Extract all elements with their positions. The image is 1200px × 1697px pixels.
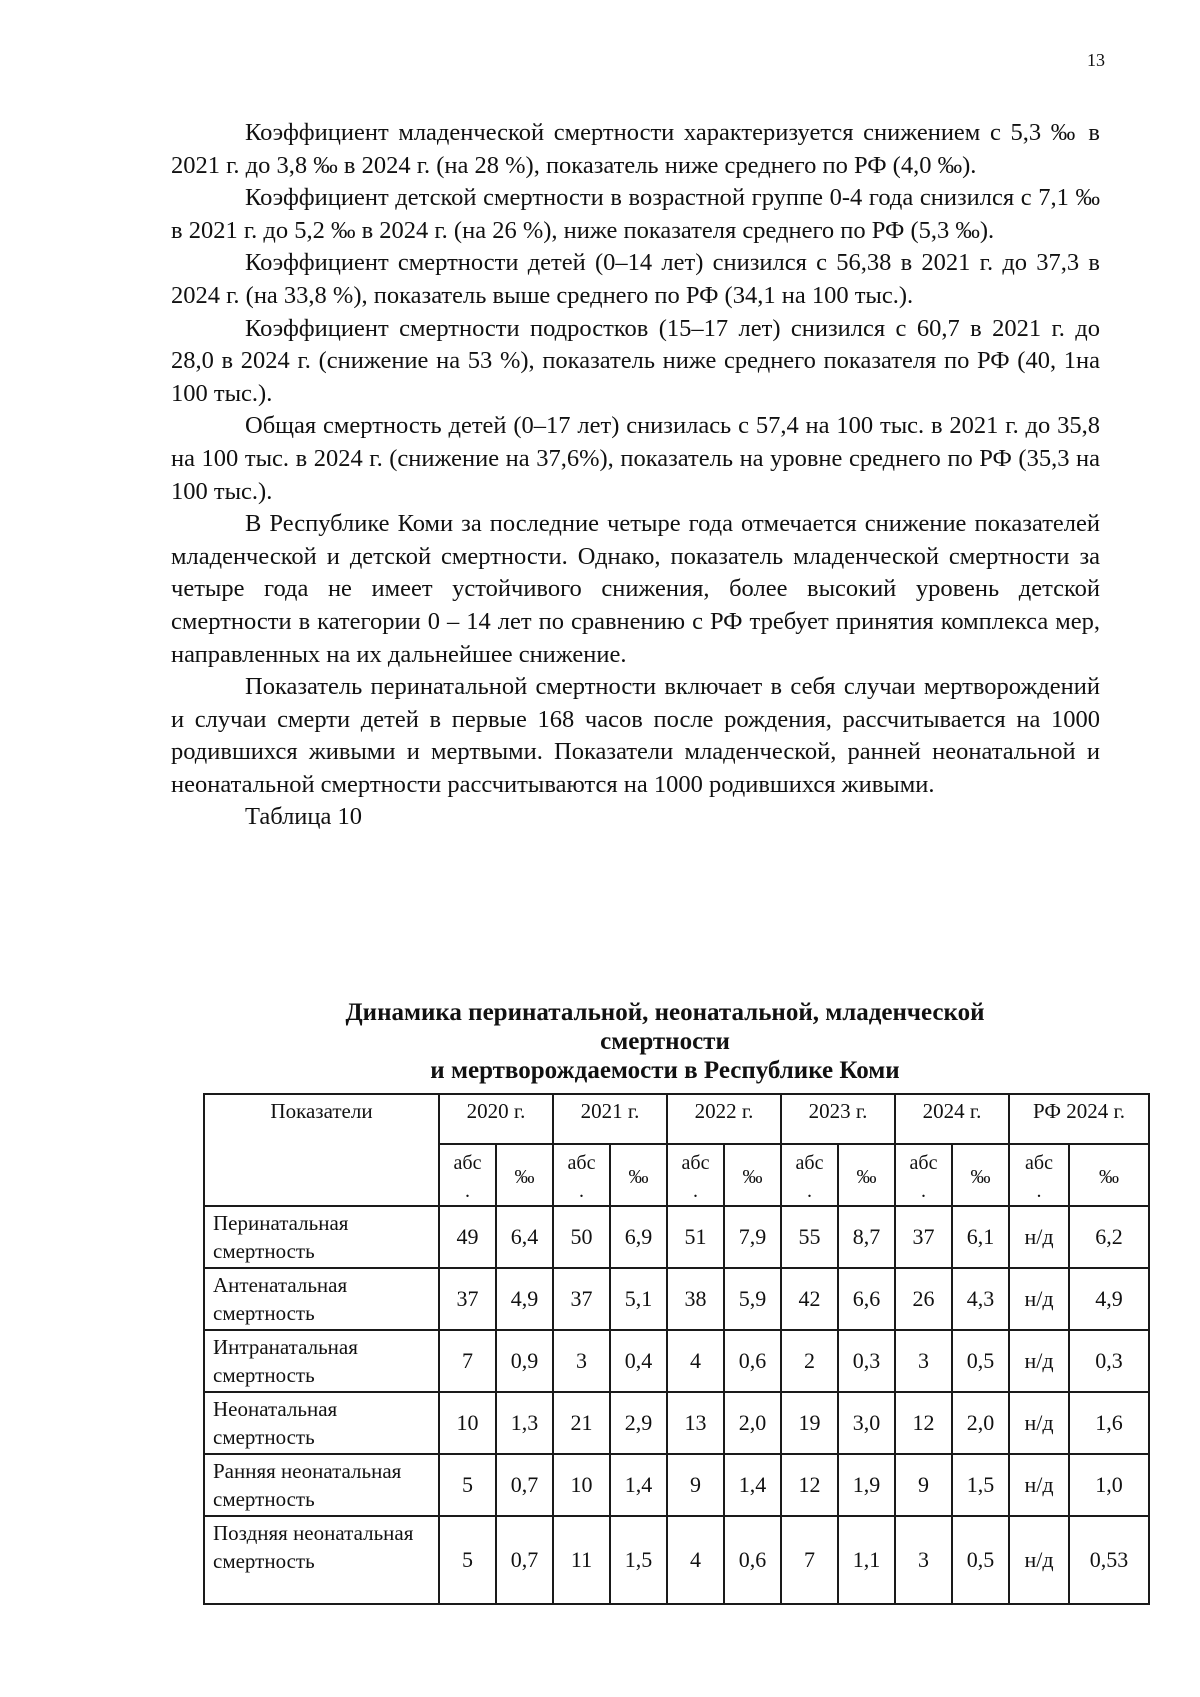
table-subheader-abs: абс .: [553, 1144, 610, 1206]
table-cell-value: 0,3: [838, 1330, 895, 1392]
table-cell-value: 0,6: [724, 1516, 781, 1604]
table-cell-value: 6,9: [610, 1206, 667, 1268]
table-cell-value: 1,6: [1069, 1392, 1149, 1454]
table-cell-value: 9: [895, 1454, 952, 1516]
table-row: [204, 1392, 1149, 1454]
table-header-indicators: Показатели: [204, 1094, 439, 1206]
table-cell-value: 1,0: [1069, 1454, 1149, 1516]
table-header-year: 2023 г.: [781, 1094, 895, 1144]
table-cell-value: 37: [553, 1268, 610, 1330]
table-label: Таблица 10: [245, 803, 363, 831]
table-cell-value: 4,3: [952, 1268, 1009, 1330]
table-cell-indicator: Антенатальная смертность: [204, 1268, 439, 1330]
table-cell-value: 5: [439, 1516, 496, 1604]
table-subheader-abs: абс .: [667, 1144, 724, 1206]
table-cell-value: 5,9: [724, 1268, 781, 1330]
table-cell-value: 0,53: [1069, 1516, 1149, 1604]
table-cell-indicator: Перинатальная смертность: [204, 1206, 439, 1268]
table-cell-value: 0,5: [952, 1516, 1009, 1604]
table-subheader-abs: абс .: [1009, 1144, 1069, 1206]
mortality-table: [203, 1093, 1150, 1605]
table-cell-value: 12: [895, 1392, 952, 1454]
body-text: [171, 117, 1100, 834]
table-header-year: 2021 г.: [553, 1094, 667, 1144]
table-cell-value: н/д: [1009, 1454, 1069, 1516]
table-cell-value: 0,5: [952, 1330, 1009, 1392]
table-cell-value: 7,9: [724, 1206, 781, 1268]
table-cell-value: 50: [553, 1206, 610, 1268]
table-cell-value: 6,1: [952, 1206, 1009, 1268]
table-cell-indicator: Поздняя неонатальная смертность: [204, 1516, 439, 1604]
table-header-year: 2020 г.: [439, 1094, 553, 1144]
table-cell-value: 37: [439, 1268, 496, 1330]
table-cell-value: 37: [895, 1206, 952, 1268]
table-cell-value: 4,9: [1069, 1268, 1149, 1330]
table-cell-value: 0,6: [724, 1330, 781, 1392]
table-cell-value: 6,6: [838, 1268, 895, 1330]
table-cell-value: 3,0: [838, 1392, 895, 1454]
table-row: [204, 1516, 1149, 1604]
table-cell-value: 0,9: [496, 1330, 553, 1392]
table-cell-value: 49: [439, 1206, 496, 1268]
table-row: [204, 1454, 1149, 1516]
table-cell-value: 55: [781, 1206, 838, 1268]
paragraph-infant-mortality: Коэффициент младенческой смертности характеризуется снижением с 5,3 ‰ в 2021 г. до 3,8 ‰ в 2024 г. (на 28 %), показатель ниже среднего по РФ (4,0 ‰).: [171, 119, 1100, 179]
table-cell-value: 0,7: [496, 1454, 553, 1516]
table-cell-value: 3: [895, 1330, 952, 1392]
table-cell-value: 4: [667, 1330, 724, 1392]
table-header-year: 2022 г.: [667, 1094, 781, 1144]
table-cell-indicator: Интранатальная смертность: [204, 1330, 439, 1392]
table-subheader-permille: ‰: [610, 1144, 667, 1206]
table-title-line: и мертворождаемости в Республике Коми: [430, 1057, 900, 1084]
table-cell-value: 2,0: [724, 1392, 781, 1454]
table-cell-value: 1,5: [610, 1516, 667, 1604]
table-cell-value: н/д: [1009, 1206, 1069, 1268]
table-cell-value: н/д: [1009, 1268, 1069, 1330]
table-subheader-permille: ‰: [838, 1144, 895, 1206]
table-cell-value: 1,9: [838, 1454, 895, 1516]
table-cell-value: 21: [553, 1392, 610, 1454]
table-header-year: 2024 г.: [895, 1094, 1009, 1144]
table-subheader-permille: ‰: [724, 1144, 781, 1206]
table-cell-value: 42: [781, 1268, 838, 1330]
paragraph-child-mortality-0-14: Коэффициент смертности детей (0–14 лет) снизился с 56,38 в 2021 г. до 37,3 в 2024 г. (на 33,8 %), показатель выше среднего по РФ (34,1 на 100 тыс.).: [171, 249, 1100, 309]
table-cell-value: 38: [667, 1268, 724, 1330]
table-subheader-abs: абс .: [781, 1144, 838, 1206]
table-title: [190, 998, 1140, 1085]
table-cell-value: 4,9: [496, 1268, 553, 1330]
table-cell-value: 0,7: [496, 1516, 553, 1604]
table-cell-value: 4: [667, 1516, 724, 1604]
table-cell-value: 19: [781, 1392, 838, 1454]
table-cell-value: 7: [781, 1516, 838, 1604]
table-header-year: РФ 2024 г.: [1009, 1094, 1149, 1144]
table-cell-value: 1,4: [724, 1454, 781, 1516]
table-cell-indicator: Ранняя неонатальная смертность: [204, 1454, 439, 1516]
table-cell-value: 1,1: [838, 1516, 895, 1604]
table-cell-indicator: Неонатальная смертность: [204, 1392, 439, 1454]
table-cell-value: 1,5: [952, 1454, 1009, 1516]
page-number: 13: [1087, 50, 1105, 70]
table-title-line: Динамика перинатальной, неонатальной, младенческой: [345, 999, 985, 1026]
table-row: [204, 1206, 1149, 1268]
table-subheader-permille: ‰: [1069, 1144, 1149, 1206]
table-cell-value: 13: [667, 1392, 724, 1454]
table-cell-value: 6,4: [496, 1206, 553, 1268]
table-subheader-permille: ‰: [496, 1144, 553, 1206]
table-cell-value: 9: [667, 1454, 724, 1516]
table-cell-value: 8,7: [838, 1206, 895, 1268]
table-title-line: смертности: [600, 1028, 730, 1055]
table-cell-value: 2,9: [610, 1392, 667, 1454]
paragraph-adolescent-mortality: Коэффициент смертности подростков (15–17 лет) снизился с 60,7 в 2021 г. до 28,0 в 2024 г. (снижение на 53 %), показатель ниже среднего показателя по РФ (40, 1на 100 тыс.).: [171, 314, 1100, 407]
paragraph-summary: В Республике Коми за последние четыре года отмечается снижение показателей младенческой и детской смертности. Однако, показатель младенческой смертности за четыре года не имеет устойчивого снижения, более высокий уровень детской смертности в категории 0 – 14 лет по сравнению с РФ требует принятия комплекса мер, направленных на их дальнейшее снижение.: [171, 510, 1100, 668]
table-cell-value: 11: [553, 1516, 610, 1604]
table-cell-value: 3: [895, 1516, 952, 1604]
table-cell-value: 6,2: [1069, 1206, 1149, 1268]
paragraph-total-child-mortality: Общая смертность детей (0–17 лет) снизилась с 57,4 на 100 тыс. в 2021 г. до 35,8 на 100 тыс. в 2024 г. (снижение на 37,6%), показатель на уровне среднего по РФ (35,3 на 100 тыс.).: [171, 412, 1100, 505]
table-row: [204, 1268, 1149, 1330]
table-subheader-permille: ‰: [952, 1144, 1009, 1206]
table-cell-value: 5: [439, 1454, 496, 1516]
table-cell-value: 0,4: [610, 1330, 667, 1392]
table-cell-value: 51: [667, 1206, 724, 1268]
table-cell-value: 2,0: [952, 1392, 1009, 1454]
paragraph-perinatal-definition: Показатель перинатальной смертности включает в себя случаи мертворождений и случаи смерти детей в первые 168 часов после рождения, рассчитывается на 1000 родившихся живыми и мертвыми. Показатели младенческой, ранней неонатальной и неонатальной смертности рассчитываются на 1000 родившихся живыми.: [171, 673, 1100, 798]
table-cell-value: н/д: [1009, 1516, 1069, 1604]
table-cell-value: н/д: [1009, 1330, 1069, 1392]
table-cell-value: 10: [439, 1392, 496, 1454]
table-cell-value: 2: [781, 1330, 838, 1392]
table-body: [204, 1206, 1149, 1604]
table-cell-value: 7: [439, 1330, 496, 1392]
table-cell-value: 1,4: [610, 1454, 667, 1516]
table-cell-value: 1,3: [496, 1392, 553, 1454]
table-cell-value: 10: [553, 1454, 610, 1516]
table-cell-value: 5,1: [610, 1268, 667, 1330]
paragraph-child-mortality-0-4: Коэффициент детской смертности в возрастной группе 0-4 года снизился с 7,1 ‰ в 2021 г. до 5,2 ‰ в 2024 г. (на 26 %), ниже показателя среднего по РФ (5,3 ‰).: [171, 184, 1100, 244]
table-subheader-abs: абс .: [439, 1144, 496, 1206]
table-cell-value: 3: [553, 1330, 610, 1392]
table-row: [204, 1330, 1149, 1392]
table-cell-value: 26: [895, 1268, 952, 1330]
table-cell-value: 12: [781, 1454, 838, 1516]
table-cell-value: н/д: [1009, 1392, 1069, 1454]
table-subheader-abs: абс .: [895, 1144, 952, 1206]
table-cell-value: 0,3: [1069, 1330, 1149, 1392]
